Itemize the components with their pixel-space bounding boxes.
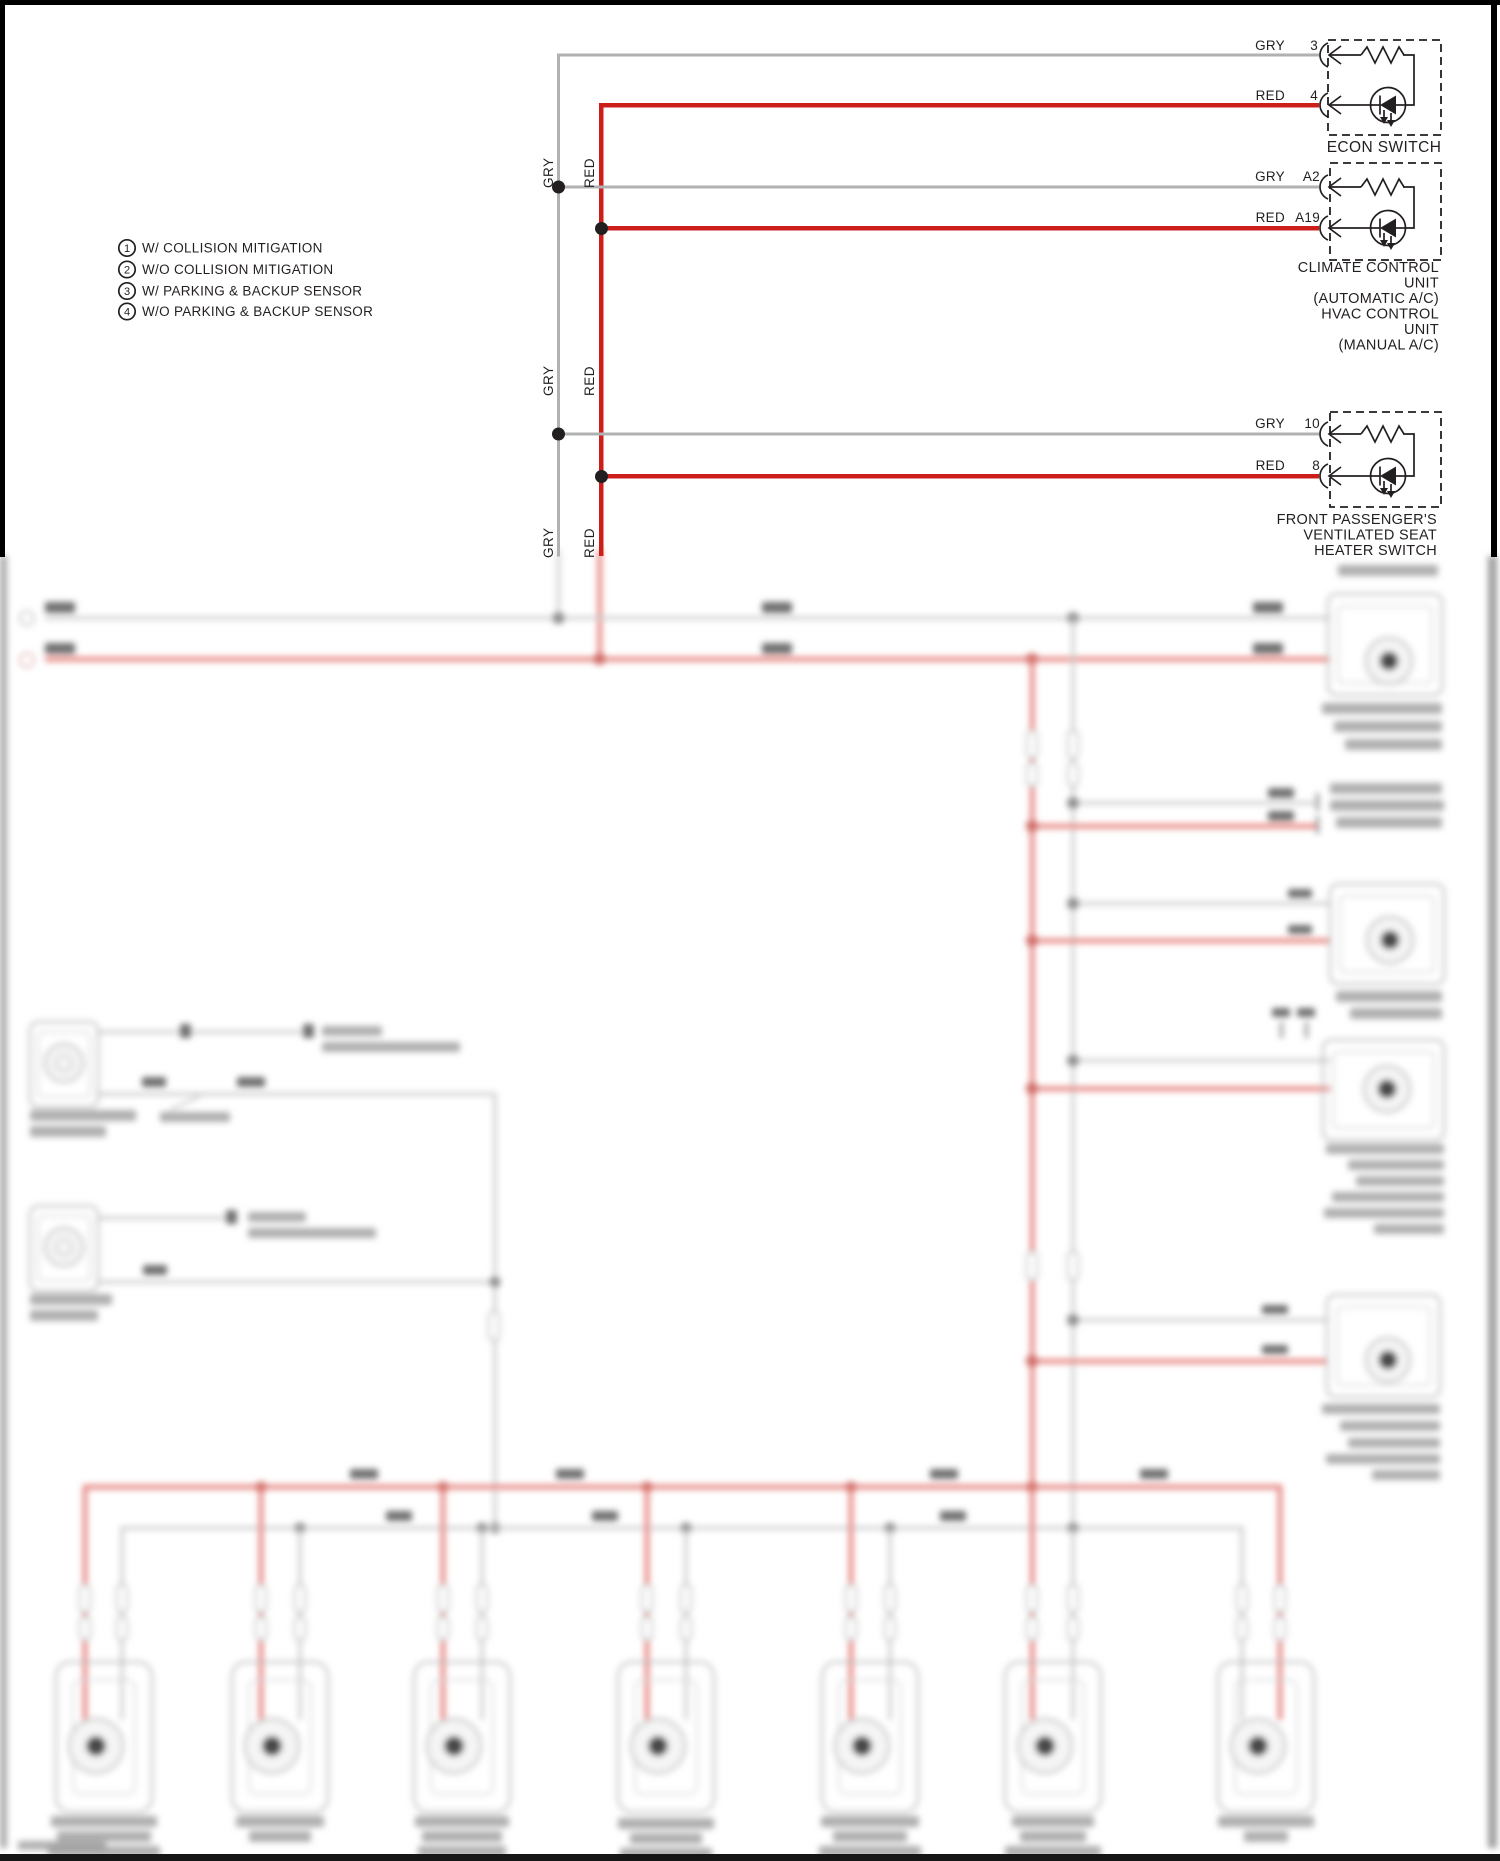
blurred-component-right-3: [1026, 1008, 1444, 1234]
legend-item-4: [119, 303, 373, 319]
blurred-wire-label: [386, 1511, 412, 1521]
left-border-blur: [0, 556, 7, 1848]
red-wire-climate: [599, 226, 1319, 231]
legend-label: W/O COLLISION MITIGATION: [142, 262, 334, 277]
legend-num: 2: [123, 264, 131, 277]
connector-terminal-icon: [1320, 464, 1361, 488]
pin-wire-color: RED: [1255, 210, 1285, 225]
blurred-wire-label: [930, 1469, 958, 1479]
legend-label: W/O PARKING & BACKUP SENSOR: [142, 304, 374, 319]
legend-num: 3: [123, 286, 131, 298]
legend-num: 4: [123, 306, 131, 319]
junction-dot: [595, 470, 608, 483]
blurred-component-left-1: [30, 1022, 495, 1137]
led-icon: [1371, 88, 1406, 128]
gray-wire-climate: [557, 186, 1319, 189]
component-label-line: HEATER SWITCH: [1314, 543, 1437, 559]
resistor-icon: [1361, 179, 1404, 195]
bottom-border: [0, 1854, 1500, 1861]
red-wire-vertical: [599, 103, 604, 556]
connector-terminal-icon: [1320, 216, 1361, 240]
resistor-icon: [1361, 47, 1404, 63]
gray-wire-heater: [557, 433, 1319, 436]
resistor-icon: [1361, 426, 1404, 442]
component-label-line: (AUTOMATIC A/C): [1313, 291, 1439, 307]
pin-number: 10: [1304, 416, 1320, 431]
right-border: [1491, 0, 1497, 557]
inline-connector-icon: [1027, 1252, 1037, 1280]
right-border-blur: [1488, 556, 1497, 1848]
blurred-wire-label: [45, 643, 75, 654]
wire-label-red: RED: [582, 157, 597, 188]
pin-wire-color: RED: [1255, 458, 1285, 473]
connector-terminal-icon: [1320, 43, 1361, 67]
blurred-wire-label: [940, 1511, 966, 1521]
component-label-line: (MANUAL A/C): [1338, 337, 1439, 354]
legend: [119, 240, 373, 320]
legend-item-3: [119, 283, 363, 299]
component-label-line: CLIMATE CONTROL: [1297, 260, 1439, 276]
blurred-wire-label: [350, 1469, 378, 1479]
bottom-component-labels: [48, 1816, 1314, 1859]
connector-terminal-icon: [1320, 175, 1361, 199]
left-terminal-circle-gray: [20, 611, 34, 625]
gray-wire-vertical: [557, 54, 560, 557]
wire-label-red: RED: [582, 527, 597, 558]
gray-bus-1: [45, 617, 1330, 620]
blurred-wire-label: [762, 643, 792, 654]
blurred-component-left-2: [30, 1206, 495, 1321]
blurred-wire-label: [1253, 602, 1283, 613]
blurred-component-right-4: [1026, 1295, 1440, 1480]
pin-number: A2: [1302, 169, 1320, 184]
junction-dot: [594, 653, 606, 665]
pin-number: 8: [1312, 458, 1320, 473]
gray-wire-econ: [557, 54, 1319, 57]
component-label-line: FRONT PASSENGER'S: [1276, 512, 1437, 528]
legend-num: 1: [123, 243, 131, 255]
pin-number: 3: [1310, 38, 1318, 53]
legend-label: W/ COLLISION MITIGATION: [142, 240, 323, 256]
component-label-line: UNIT: [1403, 275, 1439, 292]
pin-wire-color: GRY: [1255, 38, 1285, 53]
red-wire-heater: [599, 474, 1319, 479]
top-border: [0, 0, 1500, 5]
bottom-inline-connectors: [80, 1585, 1285, 1640]
pin-wire-color: RED: [1255, 88, 1285, 103]
inline-connector-icon: [489, 1312, 499, 1340]
wire-label-gry: GRY: [541, 157, 556, 188]
blurred-branch-2: [1026, 783, 1444, 834]
junction-dot: [595, 222, 608, 235]
red-bus-1: [45, 657, 1330, 662]
blurred-wire-label: [556, 1469, 584, 1479]
blurred-wire-label: [762, 602, 792, 613]
blurred-wire-label: [45, 602, 75, 613]
led-icon: [1371, 459, 1406, 499]
blurred-component-right-1: [1322, 565, 1442, 750]
blurred-diagram-section: [0, 550, 1497, 1859]
led-icon: [1371, 211, 1406, 251]
legend-item-1: [119, 240, 323, 256]
gray-wire-vertical-cont: [557, 550, 560, 620]
climate-control-unit: [1255, 163, 1441, 354]
blurred-footer-text: [18, 1841, 106, 1850]
wire-label-red: RED: [582, 365, 597, 396]
component-label-line: UNIT: [1403, 322, 1439, 338]
wire-label-gry: GRY: [541, 527, 556, 558]
component-label: ECON SWITCH: [1326, 139, 1442, 156]
gray-link-vertical: [494, 1093, 497, 1528]
inline-connector-icon: [1068, 1252, 1078, 1280]
legend-label: W/ PARKING & BACKUP SENSOR: [142, 283, 363, 299]
legend-item-2: [119, 261, 334, 277]
left-border: [0, 0, 5, 557]
component-label-line: HVAC CONTROL: [1321, 306, 1439, 323]
pin-wire-color: GRY: [1255, 416, 1285, 431]
red-wire-vertical-cont: [598, 550, 603, 662]
junction-dot: [490, 1277, 501, 1288]
blurred-component-right-2: [1026, 884, 1444, 1019]
inline-connector-icon: [1068, 731, 1078, 786]
red-wire-econ: [599, 103, 1319, 108]
junction-dot: [552, 428, 565, 441]
pin-number: A19: [1295, 210, 1320, 225]
left-terminal-circle-red: [20, 653, 34, 667]
wire-label-gry: GRY: [541, 365, 556, 396]
connector-terminal-icon: [1320, 422, 1361, 446]
blurred-wire-label: [1140, 1469, 1168, 1479]
pin-number: 4: [1310, 88, 1318, 103]
component-label-line: VENTILATED SEAT: [1303, 527, 1437, 544]
junction-dot: [553, 612, 565, 624]
blurred-wire-label: [1253, 643, 1283, 654]
blurred-wire-label: [592, 1511, 618, 1521]
pin-wire-color: GRY: [1255, 169, 1285, 184]
connector-terminal-icon: [1320, 93, 1361, 117]
inline-connector-icon: [1027, 731, 1037, 786]
